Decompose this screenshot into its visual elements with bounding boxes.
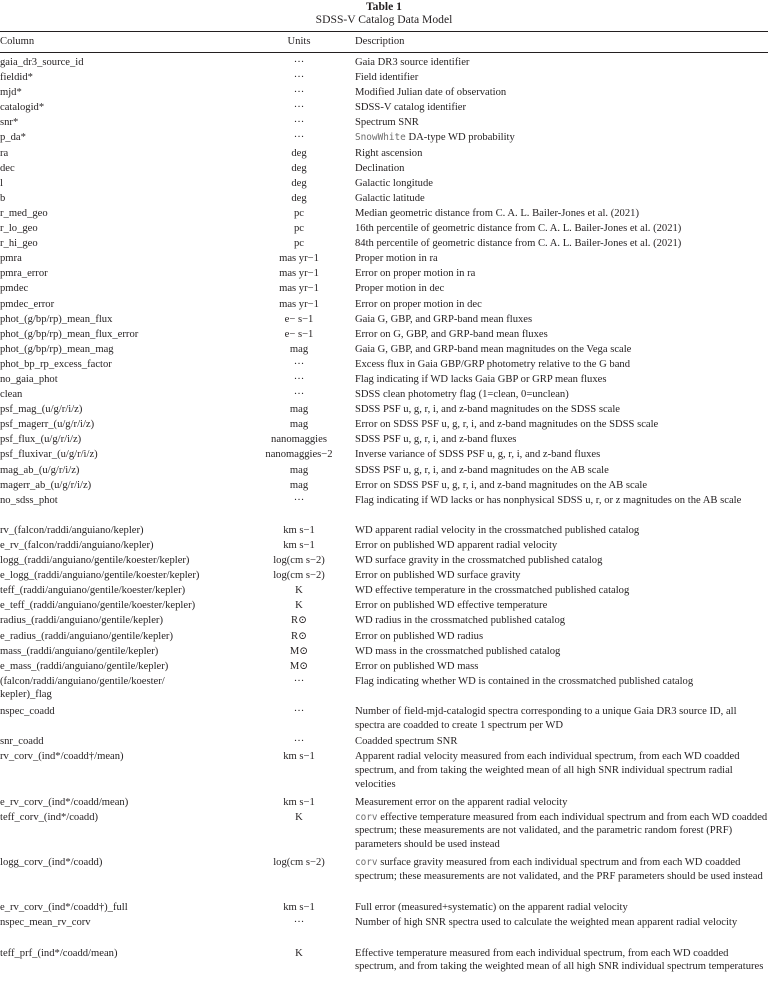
cell-description: WD apparent radial velocity in the crossmatched published catalog (355, 524, 640, 536)
header-column: Column (0, 36, 35, 47)
cell-column: pmdec (0, 283, 29, 295)
cell-units: M⊙ (289, 645, 309, 657)
cell-units: ··· (293, 117, 305, 129)
table-row (0, 734, 768, 749)
cell-units: log(cm s−2) (273, 555, 325, 567)
table-row (0, 266, 768, 281)
cell-description: WD surface gravity in the crossmatched published catalog (355, 555, 603, 567)
cell-column: pmra_error (0, 268, 48, 280)
table-row (0, 538, 768, 553)
table-row (0, 312, 768, 327)
cell-units: deg (291, 192, 307, 204)
table-row (0, 130, 768, 145)
table-row (0, 946, 768, 991)
cell-description: SDSS PSF u, g, r, i, and z-band magnitudes on the SDSS scale (355, 404, 621, 416)
table-row (0, 372, 768, 387)
cell-column: snr* (0, 117, 19, 129)
cell-units: pc (294, 223, 304, 235)
cell-column: pmdec_error (0, 298, 55, 310)
table-row (0, 161, 768, 176)
cell-description: Median geometric distance from C. A. L. Bailer-Jones et al. (2021) (355, 207, 639, 219)
cell-column: psf_magerr_(u/g/r/i/z) (0, 419, 95, 431)
table-row (0, 85, 768, 100)
table-title-block (0, 0, 768, 27)
cell-column: e_mass_(raddi/anguiano/gentile/kepler) (0, 660, 169, 672)
cell-column: r_lo_geo (0, 223, 38, 235)
cell-description: Modified Julian date of observation (355, 87, 507, 99)
table-header-row (0, 36, 768, 50)
cell-column: no_sdss_phot (0, 494, 58, 506)
cell-description: Effective temperature measured from each individual spectrum, from each WD coadded spectrum, and from taking the weighted mean of all high SNR individual spectrum temperatures (355, 947, 764, 973)
cell-description: Flag indicating if WD lacks or has nonphysical SDSS u, r, or z magnitudes on the AB scale (355, 494, 742, 506)
cell-column: b (0, 192, 6, 204)
table-row (0, 855, 768, 900)
table-row (0, 493, 768, 523)
cell-description: SDSS clean photometry flag (1=clean, 0=unclean) (355, 389, 569, 401)
cell-description: Proper motion in ra (355, 253, 438, 265)
cell-column: e_logg_(raddi/anguiano/gentile/koester/kepler) (0, 570, 200, 582)
table-row (0, 146, 768, 161)
cell-column: rv_(falcon/raddi/anguiano/kepler) (0, 524, 144, 536)
cell-units: ··· (293, 57, 305, 68)
cell-column: dec (0, 162, 15, 174)
table-row (0, 281, 768, 296)
cell-column: phot_(g/bp/rp)_mean_flux (0, 313, 113, 325)
cell-column: e_teff_(raddi/anguiano/gentile/koester/kepler) (0, 600, 196, 612)
cell-units: K (295, 585, 303, 597)
cell-description: Error on published WD surface gravity (355, 570, 521, 582)
cell-column: mjd* (0, 87, 22, 99)
table-row (0, 342, 768, 357)
cell-description: Error on published WD apparent radial velocity (355, 540, 558, 551)
cell-description: Error on proper motion in ra (355, 268, 476, 280)
cell-units: R⊙ (291, 630, 307, 642)
top-rule (0, 31, 768, 32)
table-row (0, 583, 768, 598)
cell-description: WD radius in the crossmatched published catalog (355, 615, 566, 627)
cell-units: deg (291, 177, 307, 189)
cell-units: e− s−1 (284, 328, 314, 340)
cell-column: rv_corv_(ind*/coadd†/mean) (0, 751, 124, 763)
cell-units: mas yr−1 (279, 253, 319, 265)
cell-description: Gaia G, GBP, and GRP-band mean fluxes (355, 313, 533, 325)
table-row (0, 644, 768, 659)
cell-description: 16th percentile of geometric distance from C. A. L. Bailer-Jones et al. (2021) (355, 223, 682, 235)
table-row (0, 704, 768, 734)
table-row (0, 447, 768, 462)
cell-units: km s−1 (283, 540, 315, 551)
cell-column: pmra (0, 253, 22, 265)
cell-description: Error on published WD mass (355, 660, 479, 672)
cell-units: ··· (293, 87, 305, 99)
cell-units: nanomaggies (271, 434, 327, 446)
cell-description: Galactic latitude (355, 192, 425, 204)
cell-description: Error on G, GBP, and GRP-band mean fluxes (355, 328, 548, 340)
cell-units: log(cm s−2) (273, 570, 325, 582)
cell-units: ··· (293, 102, 305, 114)
cell-units: mag (289, 404, 309, 416)
cell-units: ··· (293, 494, 305, 506)
cell-units: deg (291, 147, 307, 159)
cell-units: R⊙ (291, 615, 307, 627)
cell-units: e− s−1 (284, 313, 314, 325)
cell-description: Inverse variance of SDSS PSF u, g, r, i, and z-band fluxes (355, 449, 601, 461)
cell-units: ··· (293, 706, 305, 718)
cell-column: mass_(raddi/anguiano/gentile/kepler) (0, 645, 159, 657)
cell-units: mag (289, 419, 309, 431)
table-row (0, 810, 768, 855)
cell-description: Error on proper motion in dec (355, 298, 482, 310)
cell-description: Gaia G, GBP, and GRP-band mean magnitudes on the Vega scale (355, 343, 632, 355)
cell-column: e_rv_(falcon/raddi/anguiano/kepler) (0, 540, 154, 551)
table-row (0, 191, 768, 206)
cell-description: 84th percentile of geometric distance from C. A. L. Bailer-Jones et al. (2021) (355, 238, 682, 250)
table-row (0, 115, 768, 130)
cell-column: logg_corv_(ind*/coadd) (0, 857, 103, 868)
cell-units: mas yr−1 (279, 268, 319, 280)
table-row (0, 568, 768, 583)
cell-description: Flag indicating whether WD is contained in the crossmatched published catalog (355, 675, 694, 687)
table-row (0, 417, 768, 432)
cell-column: ra (0, 147, 9, 159)
cell-units: K (295, 600, 303, 612)
table-row (0, 432, 768, 447)
cell-column: radius_(raddi/anguiano/gentile/kepler) (0, 615, 163, 627)
cell-units: deg (291, 162, 307, 174)
cell-units: K (295, 947, 303, 959)
cell-description: Gaia DR3 source identifier (355, 57, 470, 68)
cell-column: fieldid* (0, 72, 33, 84)
header-units: Units (287, 36, 311, 47)
cell-units: log(cm s−2) (273, 857, 325, 868)
cell-column: catalogid* (0, 102, 45, 114)
cell-description: SDSS-V catalog identifier (355, 102, 467, 114)
cell-column: logg_(raddi/anguiano/gentile/koester/kepler) (0, 555, 190, 567)
table-row (0, 100, 768, 115)
table-row (0, 236, 768, 251)
cell-description: Error on SDSS PSF u, g, r, i, and z-band magnitudes on the AB scale (355, 479, 648, 491)
cell-description: Spectrum SNR (355, 117, 419, 129)
cell-column: e_rv_corv_(ind*/coadd/mean) (0, 796, 129, 808)
cell-units: ··· (293, 373, 305, 385)
cell-units: km s−1 (283, 902, 315, 914)
cell-units: nanomaggies−2 (265, 449, 333, 461)
table-row (0, 206, 768, 221)
cell-column: l (0, 177, 3, 189)
cell-description: SDSS PSF u, g, r, i, and z-band magnitudes on the AB scale (355, 464, 609, 476)
cell-description: Apparent radial velocity measured from each individual spectrum, from each WD coadded spectrum, and from taking the weighted mean of all high SNR individual spectrum radial velocities (355, 751, 740, 790)
cell-units: ··· (293, 675, 305, 687)
cell-description: Error on published WD effective temperature (355, 600, 548, 612)
table-row (0, 795, 768, 810)
cell-units: M⊙ (289, 660, 309, 672)
table-body (0, 55, 768, 991)
cell-column: psf_fluxivar_(u/g/r/i/z) (0, 449, 98, 461)
table-row (0, 297, 768, 312)
table-row (0, 523, 768, 538)
cell-description: Error on published WD radius (355, 630, 484, 642)
table-row (0, 659, 768, 674)
cell-column: nspec_mean_rv_corv (0, 917, 91, 929)
table-row (0, 900, 768, 915)
cell-column: teff_(raddi/anguiano/gentile/koester/kepler) (0, 585, 186, 597)
table-row (0, 553, 768, 568)
header-description: Description (355, 36, 405, 47)
cell-description: Excess flux in Gaia GBP/GRP photometry relative to the G band (355, 358, 630, 370)
cell-description: WD effective temperature in the crossmatched published catalog (355, 585, 630, 597)
cell-units: mag (289, 343, 309, 355)
cell-description: Full error (measured+systematic) on the apparent radial velocity (355, 902, 628, 914)
cell-column: snr_coadd (0, 736, 44, 748)
cell-column: psf_mag_(u/g/r/i/z) (0, 404, 83, 416)
cell-description: Proper motion in dec (355, 283, 445, 295)
cell-column: r_med_geo (0, 207, 48, 219)
cell-description: Galactic longitude (355, 177, 433, 189)
cell-description: Error on SDSS PSF u, g, r, i, and z-band magnitudes on the SDSS scale (355, 419, 659, 431)
table-caption: SDSS-V Catalog Data Model (315, 13, 453, 26)
cell-units: ··· (293, 736, 305, 748)
cell-description: Flag indicating if WD lacks Gaia GBP or GRP mean fluxes (355, 373, 607, 385)
cell-units: pc (294, 207, 304, 219)
table-row (0, 55, 768, 70)
cell-units: K (295, 811, 303, 823)
cell-units: mas yr−1 (279, 283, 319, 295)
cell-column: no_gaia_phot (0, 373, 58, 385)
table-row (0, 749, 768, 794)
cell-units: ··· (293, 72, 305, 84)
cell-column: teff_corv_(ind*/coadd) (0, 811, 99, 823)
table-row (0, 387, 768, 402)
table-row (0, 463, 768, 478)
cell-units: mag (289, 464, 309, 476)
table-row (0, 598, 768, 613)
table-row (0, 176, 768, 191)
cell-units: ··· (293, 358, 305, 370)
cell-units: km s−1 (283, 524, 315, 536)
cell-column: r_hi_geo (0, 238, 38, 250)
header-rule (0, 52, 768, 53)
cell-column: e_radius_(raddi/anguiano/gentile/kepler) (0, 630, 173, 642)
cell-description: Number of high SNR spectra used to calculate the weighted mean apparent radial velocity (355, 917, 738, 929)
cell-units: ··· (293, 917, 305, 929)
cell-units: mag (289, 479, 309, 491)
cell-column: clean (0, 389, 23, 401)
table-row (0, 402, 768, 417)
cell-units: mas yr−1 (279, 298, 319, 310)
cell-column: mag_ab_(u/g/r/i/z) (0, 464, 80, 476)
cell-column: nspec_coadd (0, 706, 55, 718)
table-label: Table 1 (366, 0, 402, 13)
cell-column: gaia_dr3_source_id (0, 57, 84, 68)
table-row (0, 357, 768, 372)
cell-description: corv effective temperature measured from each individual spectrum and from each WD coadded spectrum; these measurements are not validated, and the parametric random forest (PRF) parameters should be used instead (355, 811, 768, 850)
table-row (0, 915, 768, 945)
table-row (0, 70, 768, 85)
table-row (0, 674, 768, 704)
cell-column: teff_prf_(ind*/coadd/mean) (0, 947, 118, 959)
cell-column: e_rv_corv_(ind*/coadd†)_full (0, 902, 128, 914)
cell-description: Field identifier (355, 72, 419, 84)
table-row (0, 221, 768, 236)
cell-column: (falcon/raddi/anguiano/gentile/koester/ kepler)_flag (0, 675, 165, 701)
cell-description: Number of field-mjd-catalogid spectra corresponding to a unique Gaia DR3 source ID, all spectra are coadded to create 1 spectrum per WD (355, 706, 737, 731)
cell-column: psf_flux_(u/g/r/i/z) (0, 434, 82, 446)
table-row (0, 613, 768, 628)
cell-description: Right ascension (355, 147, 423, 159)
cell-description: Coadded spectrum SNR (355, 736, 458, 748)
cell-description: Measurement error on the apparent radial velocity (355, 796, 568, 808)
cell-description: SnowWhite DA-type WD probability (355, 132, 515, 144)
cell-units: ··· (293, 132, 305, 144)
table-row (0, 629, 768, 644)
cell-units: km s−1 (283, 751, 315, 763)
cell-description: Declination (355, 162, 405, 174)
cell-units: ··· (293, 389, 305, 401)
cell-column: phot_(g/bp/rp)_mean_flux_error (0, 328, 139, 340)
table-row (0, 251, 768, 266)
cell-column: magerr_ab_(u/g/r/i/z) (0, 479, 92, 491)
table-row (0, 478, 768, 493)
cell-column: p_da* (0, 132, 26, 144)
cell-column: phot_bp_rp_excess_factor (0, 358, 112, 370)
cell-description: SDSS PSF u, g, r, i, and z-band fluxes (355, 434, 517, 446)
cell-column: phot_(g/bp/rp)_mean_mag (0, 343, 114, 355)
cell-units: pc (294, 238, 304, 250)
table-row (0, 327, 768, 342)
cell-description: WD mass in the crossmatched published catalog (355, 645, 561, 657)
cell-description: corv surface gravity measured from each individual spectrum and from each WD coadded spectrum; these measurements are not validated, and the PRF parameters should be used instead (355, 857, 763, 882)
cell-units: km s−1 (283, 796, 315, 808)
